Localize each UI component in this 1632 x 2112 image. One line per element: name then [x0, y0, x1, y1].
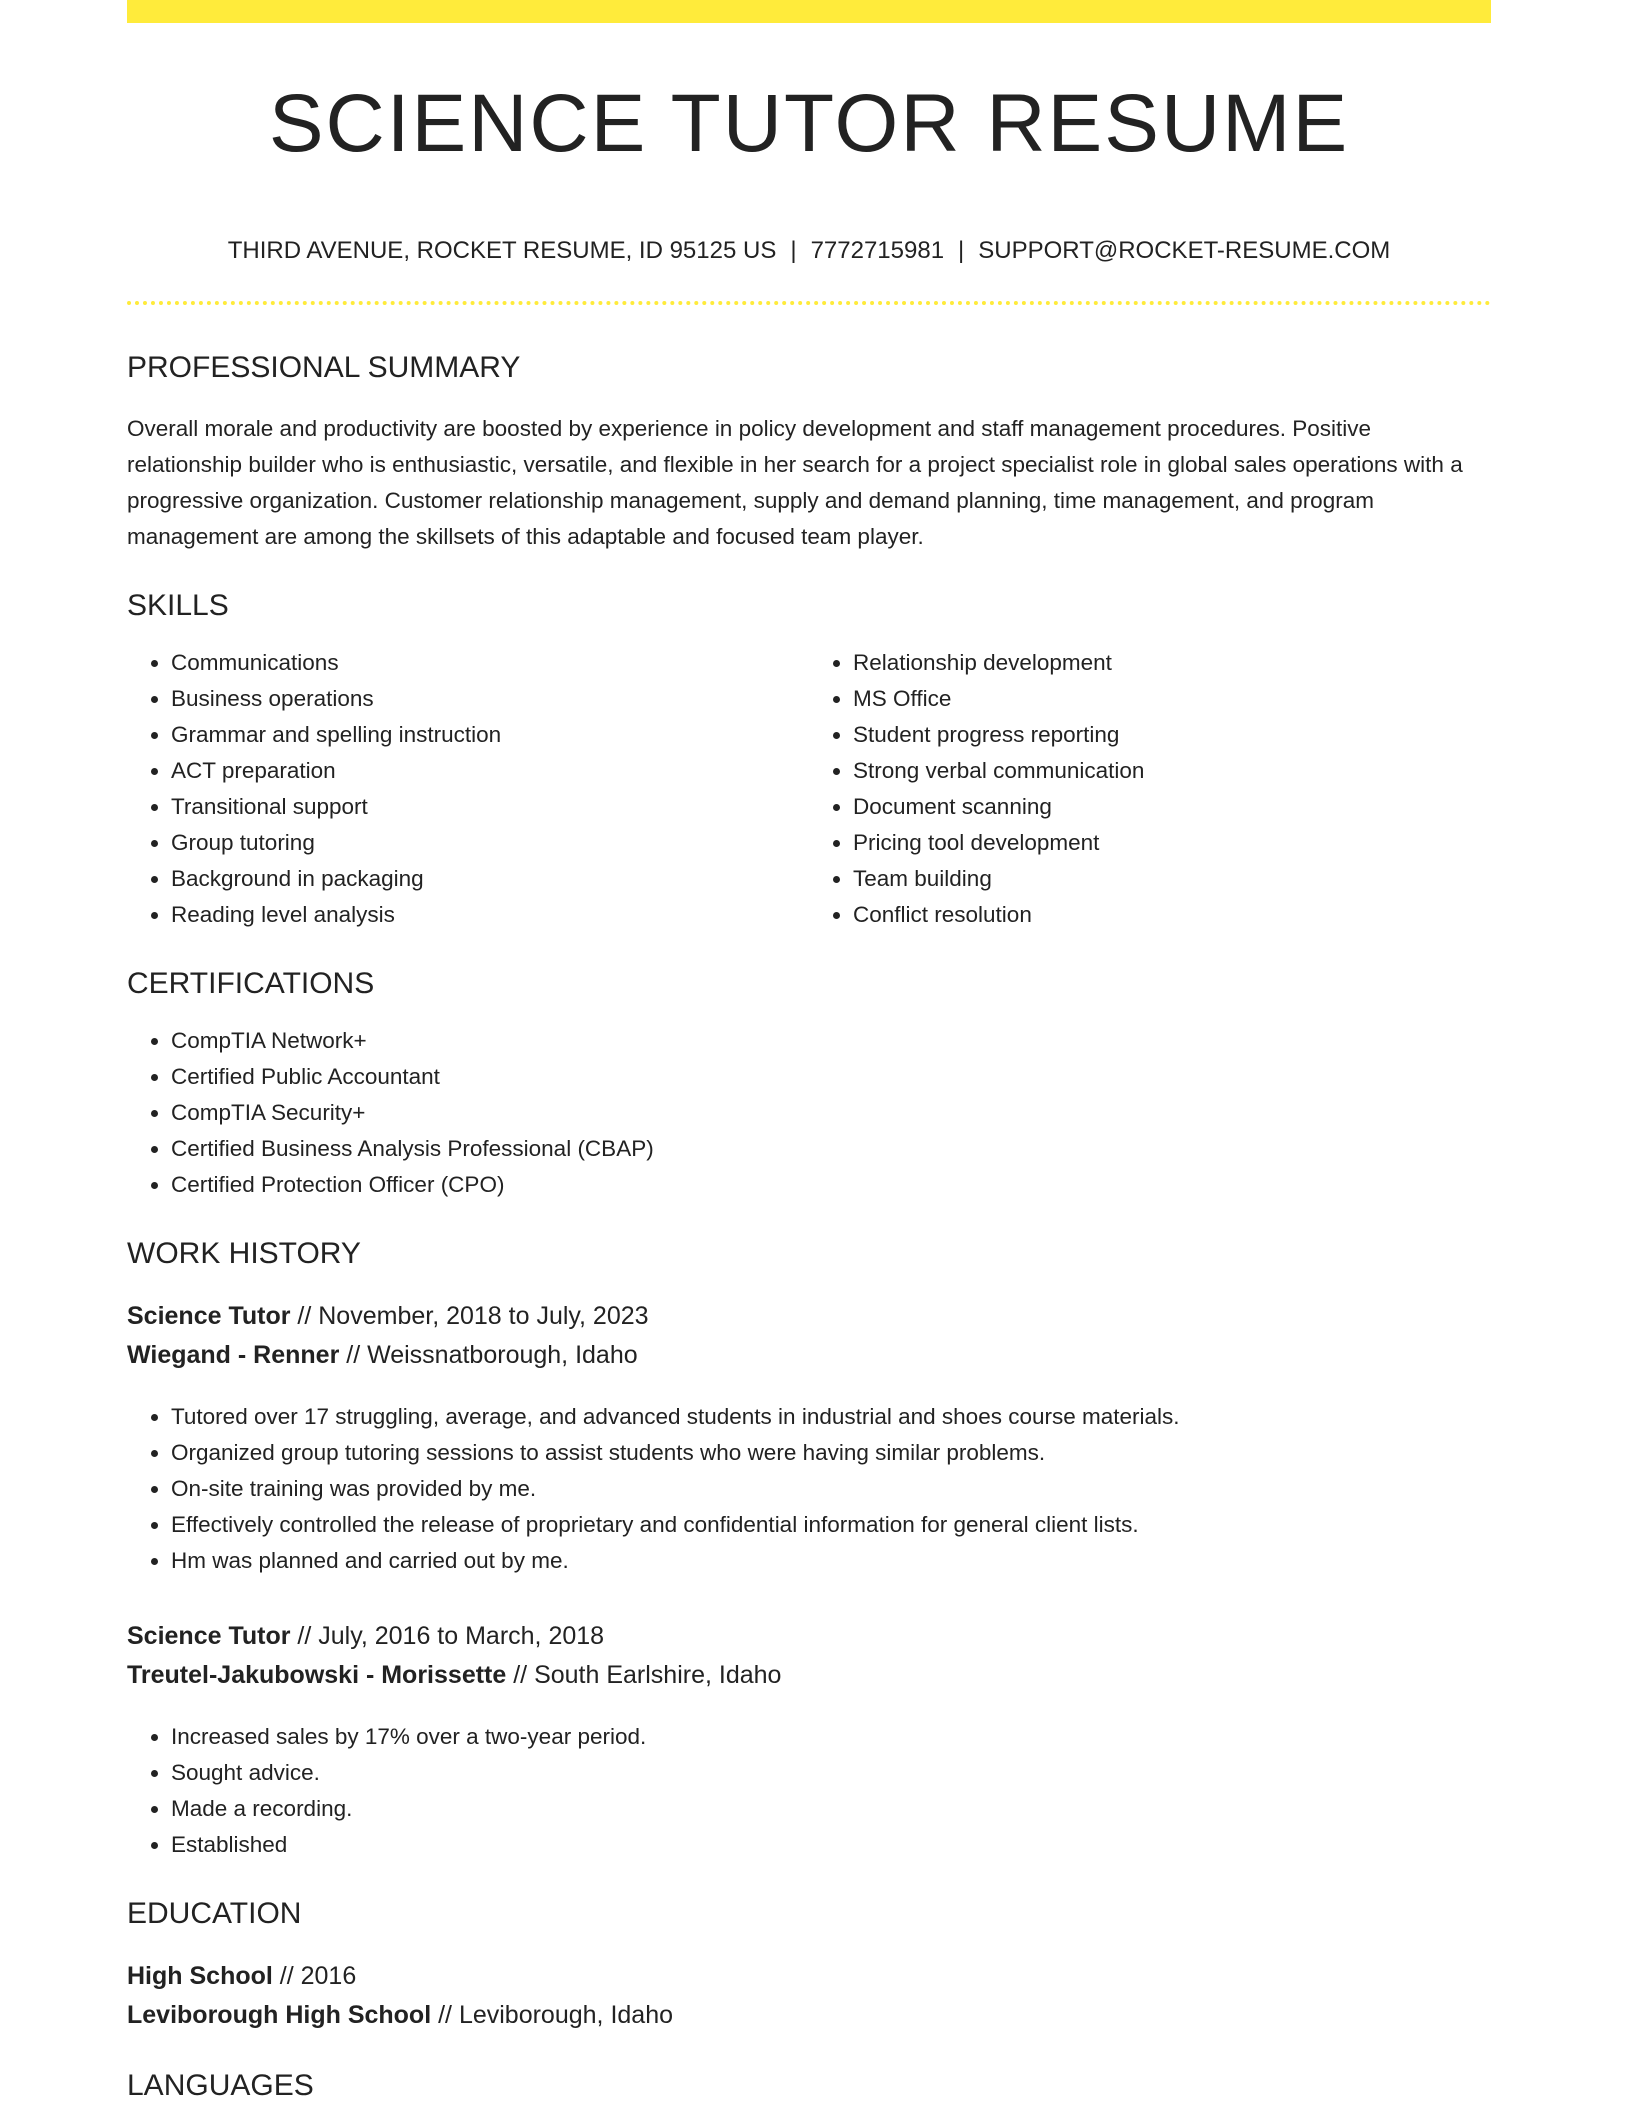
education-heading: EDUCATION	[127, 1897, 302, 1930]
accent-top-bar	[127, 0, 1491, 23]
contact-address: THIRD AVENUE, ROCKET RESUME, ID 95125 US	[227, 237, 777, 264]
certifications-heading: CERTIFICATIONS	[127, 967, 375, 1000]
skills-list-left	[127, 645, 809, 933]
resume-title: SCIENCE TUTOR RESUME	[268, 78, 1350, 169]
job-bullet: • Made a recording.	[171, 1791, 1491, 1827]
skill-item: • ACT preparation	[171, 753, 809, 789]
skill-item: • Group tutoring	[171, 825, 809, 861]
job-dates: // July, 2016 to March, 2018	[290, 1622, 605, 1650]
skills-list-right	[809, 645, 1491, 933]
certification-item: • Certified Public Accountant	[171, 1059, 1491, 1095]
contact-email: SUPPORT@ROCKET-RESUME.COM	[978, 237, 1391, 264]
skill-item: • MS Office	[853, 681, 1491, 717]
job-bullet: • Organized group tutoring sessions to assist students who were having similar problems.	[171, 1435, 1491, 1471]
skill-item: • Team building	[853, 861, 1491, 897]
skill-item: • Grammar and spelling instruction	[171, 717, 809, 753]
job-bullet: • Effectively controlled the release of proprietary and confidential information for general client lists.	[171, 1507, 1491, 1543]
job-company-line	[127, 1336, 1491, 1375]
certification-item: • Certified Protection Officer (CPO)	[171, 1167, 1491, 1203]
job-location: // South Earlshire, Idaho	[506, 1661, 782, 1689]
skill-item: • Conflict resolution	[853, 897, 1491, 933]
job-company-line	[127, 1656, 1491, 1695]
job-bullets	[127, 1719, 1491, 1863]
job-role: Science Tutor	[127, 1302, 291, 1330]
job-bullet: • Sought advice.	[171, 1755, 1491, 1791]
job-bullet: • Increased sales by 17% over a two-year period.	[171, 1719, 1491, 1755]
skill-item: • Document scanning	[853, 789, 1491, 825]
job-company: Treutel-Jakubowski - Morissette	[127, 1661, 507, 1689]
skill-item: • Transitional support	[171, 789, 809, 825]
skills-heading: SKILLS	[127, 589, 229, 622]
education-location: // Leviborough, Idaho	[431, 2001, 674, 2029]
job-role: Science Tutor	[127, 1622, 291, 1650]
skill-item: • Strong verbal communication	[853, 753, 1491, 789]
job-bullet: • Hm was planned and carried out by me.	[171, 1543, 1491, 1579]
education-school-line	[127, 1996, 1491, 2035]
skill-item: • Background in packaging	[171, 861, 809, 897]
summary-heading: PROFESSIONAL SUMMARY	[127, 351, 521, 384]
job-company: Wiegand - Renner	[127, 1341, 340, 1369]
certification-item: • CompTIA Security+	[171, 1095, 1491, 1131]
skill-item: • Relationship development	[853, 645, 1491, 681]
education-year: // 2016	[272, 1962, 357, 1990]
education-degree: High School	[127, 1962, 273, 1990]
job-bullet: • Tutored over 17 struggling, average, and advanced students in industrial and shoes course materials.	[171, 1399, 1491, 1435]
education-entry	[127, 1957, 1491, 2035]
job-bullets	[127, 1399, 1491, 1579]
education-school: Leviborough High School	[127, 2001, 432, 2029]
job-dates: // November, 2018 to July, 2023	[290, 1302, 649, 1330]
contact-line	[127, 239, 1491, 263]
summary-text: Overall morale and productivity are boosted by experience in policy development and staff management procedures. Positive relationship builder who is enthusiastic, versatile, and flexible in her search for a project specialist role in global sales operations with a progressive organization. Customer relationship management, supply and demand planning, time management, and program management are among the skillsets of this adaptable and focused team player.	[127, 416, 1463, 549]
skill-item: • Communications	[171, 645, 809, 681]
certification-item: • CompTIA Network+	[171, 1023, 1491, 1059]
work-history-heading: WORK HISTORY	[127, 1237, 361, 1270]
languages-heading: LANGUAGES	[127, 2069, 314, 2102]
contact-separator: |	[790, 237, 797, 264]
job-bullet: • Established	[171, 1827, 1491, 1863]
skill-item: • Business operations	[171, 681, 809, 717]
skill-item: • Reading level analysis	[171, 897, 809, 933]
job-bullet: • On-site training was provided by me.	[171, 1471, 1491, 1507]
job-title-line	[127, 1297, 1491, 1336]
certifications-list	[127, 1023, 1491, 1203]
job-location: // Weissnatborough, Idaho	[339, 1341, 638, 1369]
skill-item: • Pricing tool development	[853, 825, 1491, 861]
job-title-line	[127, 1617, 1491, 1656]
skill-item: • Student progress reporting	[853, 717, 1491, 753]
job-entry	[127, 1297, 1491, 1579]
job-entry	[127, 1617, 1491, 1863]
dotted-divider	[127, 301, 1491, 305]
contact-separator: |	[958, 237, 965, 264]
education-degree-line	[127, 1957, 1491, 1996]
skills-grid	[127, 621, 1491, 933]
contact-phone: 7772715981	[810, 237, 945, 264]
resume-content	[127, 0, 1491, 2101]
certification-item: • Certified Business Analysis Professional (CBAP)	[171, 1131, 1491, 1167]
